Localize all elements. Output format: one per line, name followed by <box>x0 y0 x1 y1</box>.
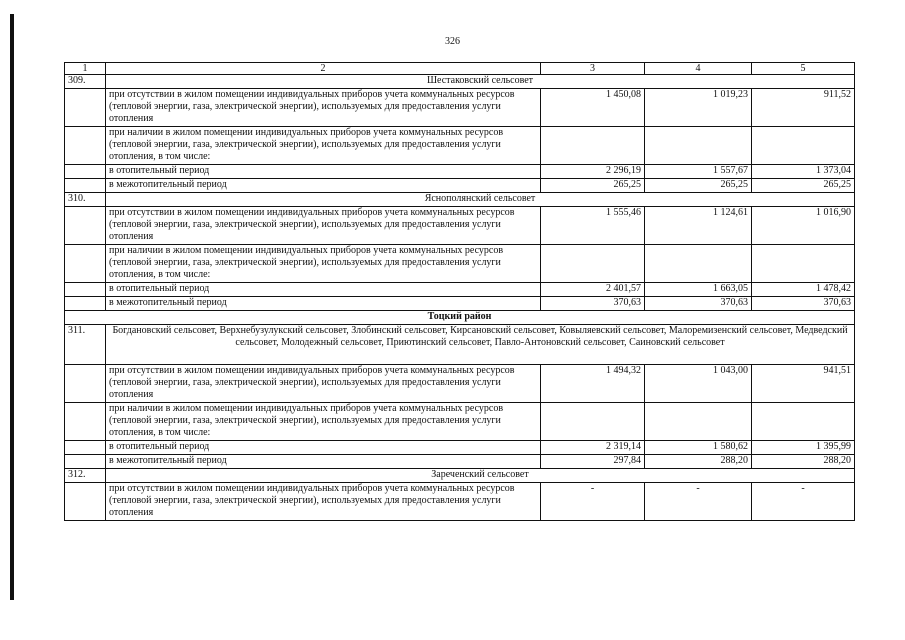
table-row <box>65 127 855 165</box>
value-col-4 <box>645 403 752 441</box>
row-number-cell <box>65 179 106 193</box>
row-label: в отопительный период <box>106 283 541 297</box>
column-header-row <box>65 63 855 75</box>
value-col-5: 370,63 <box>752 297 855 311</box>
row-label: в межотопительный период <box>106 179 541 193</box>
value-col-3 <box>541 127 645 165</box>
column-header-5: 5 <box>752 63 855 75</box>
column-header-1: 1 <box>65 63 106 75</box>
value-col-3 <box>541 245 645 283</box>
value-col-5: 265,25 <box>752 179 855 193</box>
left-margin-bar <box>10 14 14 600</box>
value-col-4: 1 043,00 <box>645 365 752 403</box>
value-col-3: 370,63 <box>541 297 645 311</box>
value-col-4: 288,20 <box>645 455 752 469</box>
value-col-5: 1 478,42 <box>752 283 855 297</box>
page-number: 326 <box>445 36 460 47</box>
table-row <box>65 441 855 455</box>
value-col-4: - <box>645 483 752 521</box>
value-col-4: 265,25 <box>645 179 752 193</box>
value-col-4: 1 019,23 <box>645 89 752 127</box>
row-number-cell <box>65 89 106 127</box>
value-col-3: 297,84 <box>541 455 645 469</box>
value-col-5: 911,52 <box>752 89 855 127</box>
district-header-row <box>65 311 855 325</box>
row-label: в межотопительный период <box>106 297 541 311</box>
row-number-cell <box>65 283 106 297</box>
section-title: Яснополянский сельсовет <box>106 193 855 207</box>
tariff-table-body <box>65 63 855 521</box>
value-col-4: 1 124,61 <box>645 207 752 245</box>
row-number-cell <box>65 455 106 469</box>
row-label: в отопительный период <box>106 165 541 179</box>
table-row <box>65 245 855 283</box>
district-title: Тоцкий район <box>65 311 855 325</box>
row-number-cell <box>65 165 106 179</box>
section-header-row <box>65 325 855 365</box>
value-col-4: 1 557,67 <box>645 165 752 179</box>
table-row <box>65 455 855 469</box>
table-row <box>65 89 855 127</box>
section-number: 311. <box>65 325 106 365</box>
section-number: 310. <box>65 193 106 207</box>
value-col-5 <box>752 245 855 283</box>
row-number-cell <box>65 403 106 441</box>
row-number-cell <box>65 245 106 283</box>
table-row <box>65 483 855 521</box>
row-number-cell <box>65 483 106 521</box>
value-col-4: 1 663,05 <box>645 283 752 297</box>
value-col-3: - <box>541 483 645 521</box>
section-header-row <box>65 75 855 89</box>
row-label: в отопительный период <box>106 441 541 455</box>
row-label: при отсутствии в жилом помещении индивидуальных приборов учета коммунальных ресурсов (тепловой энергии, газа, электрической энергии), используемых для предоставления услуги отопления <box>106 483 541 521</box>
section-title: Зареченский сельсовет <box>106 469 855 483</box>
value-col-3: 1 494,32 <box>541 365 645 403</box>
row-number-cell <box>65 297 106 311</box>
table-row <box>65 297 855 311</box>
value-col-4 <box>645 127 752 165</box>
table-row <box>65 165 855 179</box>
value-col-3: 2 319,14 <box>541 441 645 455</box>
table-row <box>65 283 855 297</box>
section-header-row <box>65 469 855 483</box>
row-label: при наличии в жилом помещении индивидуальных приборов учета коммунальных ресурсов (тепловой энергии, газа, электрической энергии), используемых для предоставления услуги отопления, в том числе: <box>106 127 541 165</box>
section-title: Шестаковский сельсовет <box>106 75 855 89</box>
tariff-table <box>64 62 855 521</box>
row-label: при отсутствии в жилом помещении индивидуальных приборов учета коммунальных ресурсов (тепловой энергии, газа, электрической энергии), используемых для предоставления услуги отопления <box>106 365 541 403</box>
column-header-4: 4 <box>645 63 752 75</box>
value-col-3: 265,25 <box>541 179 645 193</box>
value-col-5: 941,51 <box>752 365 855 403</box>
section-title: Богдановский сельсовет, Верхнебузулукский сельсовет, Злобинский сельсовет, Кирсановский сельсовет, Ковыляевский сельсовет, Малоремизенский сельсовет, Медведский сельсовет, Молодежный сельсовет, Приютинский сельсовет, Павло-Антоновский сельсовет, Саиновский сельсовет <box>106 325 855 365</box>
value-col-5 <box>752 403 855 441</box>
value-col-5: 1 373,04 <box>752 165 855 179</box>
row-label: в межотопительный период <box>106 455 541 469</box>
value-col-5 <box>752 127 855 165</box>
value-col-5: 1 395,99 <box>752 441 855 455</box>
row-number-cell <box>65 127 106 165</box>
table-row <box>65 365 855 403</box>
table-row <box>65 179 855 193</box>
value-col-3: 1 555,46 <box>541 207 645 245</box>
row-number-cell <box>65 207 106 245</box>
section-number: 312. <box>65 469 106 483</box>
value-col-3: 1 450,08 <box>541 89 645 127</box>
row-label: при отсутствии в жилом помещении индивидуальных приборов учета коммунальных ресурсов (тепловой энергии, газа, электрической энергии), используемых для предоставления услуги отопления <box>106 89 541 127</box>
row-number-cell <box>65 365 106 403</box>
value-col-3 <box>541 403 645 441</box>
row-label: при наличии в жилом помещении индивидуальных приборов учета коммунальных ресурсов (тепловой энергии, газа, электрической энергии), используемых для предоставления услуги отопления, в том числе: <box>106 245 541 283</box>
row-label: при наличии в жилом помещении индивидуальных приборов учета коммунальных ресурсов (тепловой энергии, газа, электрической энергии), используемых для предоставления услуги отопления, в том числе: <box>106 403 541 441</box>
value-col-3: 2 401,57 <box>541 283 645 297</box>
value-col-4: 370,63 <box>645 297 752 311</box>
section-header-row <box>65 193 855 207</box>
column-header-2: 2 <box>106 63 541 75</box>
row-label: при отсутствии в жилом помещении индивидуальных приборов учета коммунальных ресурсов (тепловой энергии, газа, электрической энергии), используемых для предоставления услуги отопления <box>106 207 541 245</box>
value-col-4: 1 580,62 <box>645 441 752 455</box>
value-col-3: 2 296,19 <box>541 165 645 179</box>
value-col-5: - <box>752 483 855 521</box>
section-number: 309. <box>65 75 106 89</box>
table-row <box>65 403 855 441</box>
table-row <box>65 207 855 245</box>
row-number-cell <box>65 441 106 455</box>
column-header-3: 3 <box>541 63 645 75</box>
value-col-5: 288,20 <box>752 455 855 469</box>
value-col-4 <box>645 245 752 283</box>
value-col-5: 1 016,90 <box>752 207 855 245</box>
